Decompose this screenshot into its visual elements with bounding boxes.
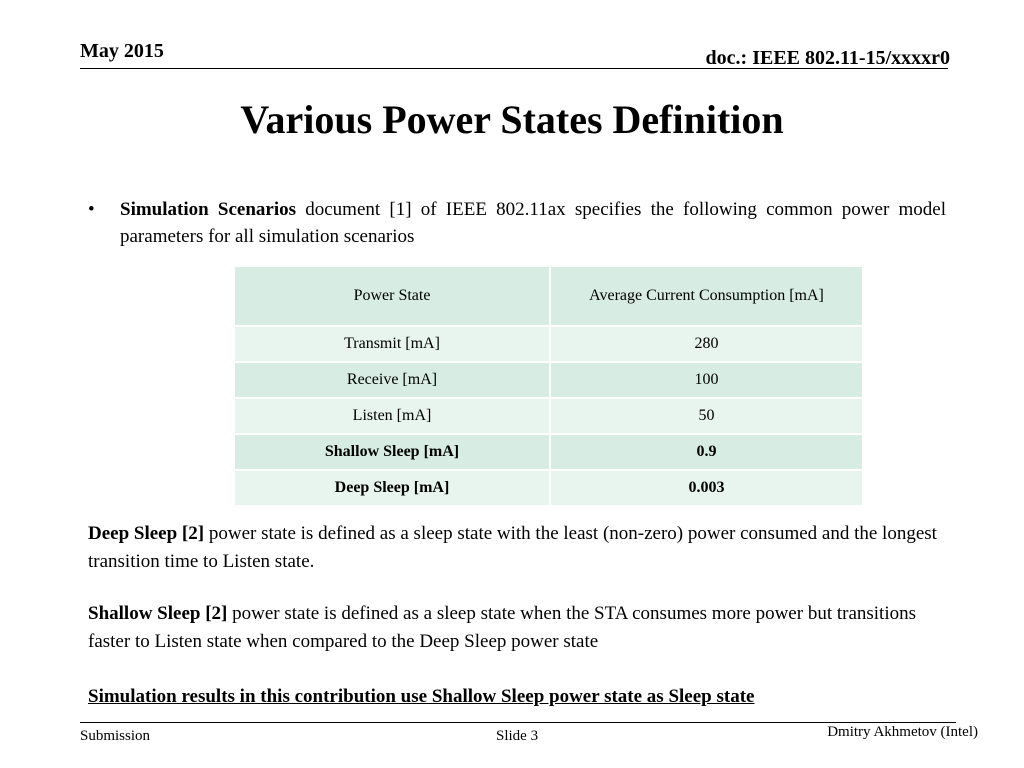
current-value-cell: 100 bbox=[550, 362, 863, 398]
footer-author: Dmitry Akhmetov (Intel) bbox=[827, 724, 978, 740]
power-state-cell: Receive [mA] bbox=[234, 362, 550, 398]
table-header-row bbox=[234, 266, 863, 326]
table-row bbox=[234, 326, 863, 362]
footer-divider bbox=[80, 722, 956, 723]
power-state-cell: Shallow Sleep [mA] bbox=[234, 434, 550, 470]
power-state-cell: Transmit [mA] bbox=[234, 326, 550, 362]
deep-sleep-text: power state is defined as a sleep state with the least (non-zero) power consumed and the longest transition time to Listen state. bbox=[88, 523, 937, 572]
shallow-sleep-text: power state is defined as a sleep state when the STA consumes more power but transitions faster to Listen state when compared to the Deep Sleep power state bbox=[88, 603, 917, 652]
slide-title: Various Power States Definition bbox=[240, 97, 784, 142]
shallow-sleep-definition bbox=[88, 600, 948, 656]
conclusion-statement: Simulation results in this contribution use Shallow Sleep power state as Sleep state bbox=[88, 686, 755, 707]
current-value-cell: 280 bbox=[550, 326, 863, 362]
bullet-text bbox=[120, 196, 946, 250]
current-value-cell: 0.003 bbox=[550, 470, 863, 506]
bullet-lead: Simulation Scenarios bbox=[120, 199, 297, 220]
deep-sleep-definition bbox=[88, 520, 948, 576]
power-state-cell: Deep Sleep [mA] bbox=[234, 470, 550, 506]
table-row bbox=[234, 434, 863, 470]
header-date: May 2015 bbox=[80, 40, 164, 62]
table-row bbox=[234, 362, 863, 398]
power-state-cell: Listen [mA] bbox=[234, 398, 550, 434]
header-divider bbox=[80, 68, 948, 69]
bullet-item bbox=[88, 196, 946, 250]
slide-number: Slide 3 bbox=[496, 728, 539, 744]
shallow-sleep-lead: Shallow Sleep [2] bbox=[88, 603, 228, 624]
current-value-cell: 50 bbox=[550, 398, 863, 434]
table-row bbox=[234, 470, 863, 506]
power-state-table bbox=[233, 265, 864, 507]
table-row bbox=[234, 398, 863, 434]
column-header-current: Average Current Consumption [mA] bbox=[550, 266, 863, 326]
bullet-body: document [1] of IEEE 802.11ax specifies the following common power model parameters for all simulation scenarios bbox=[120, 199, 946, 247]
bullet-dot-icon: • bbox=[88, 199, 95, 220]
deep-sleep-lead: Deep Sleep [2] bbox=[88, 523, 205, 544]
current-value-cell: 0.9 bbox=[550, 434, 863, 470]
footer-submission: Submission bbox=[80, 728, 151, 744]
document-id: doc.: IEEE 802.11-15/xxxxr0 bbox=[705, 47, 950, 69]
column-header-power-state: Power State bbox=[234, 266, 550, 326]
